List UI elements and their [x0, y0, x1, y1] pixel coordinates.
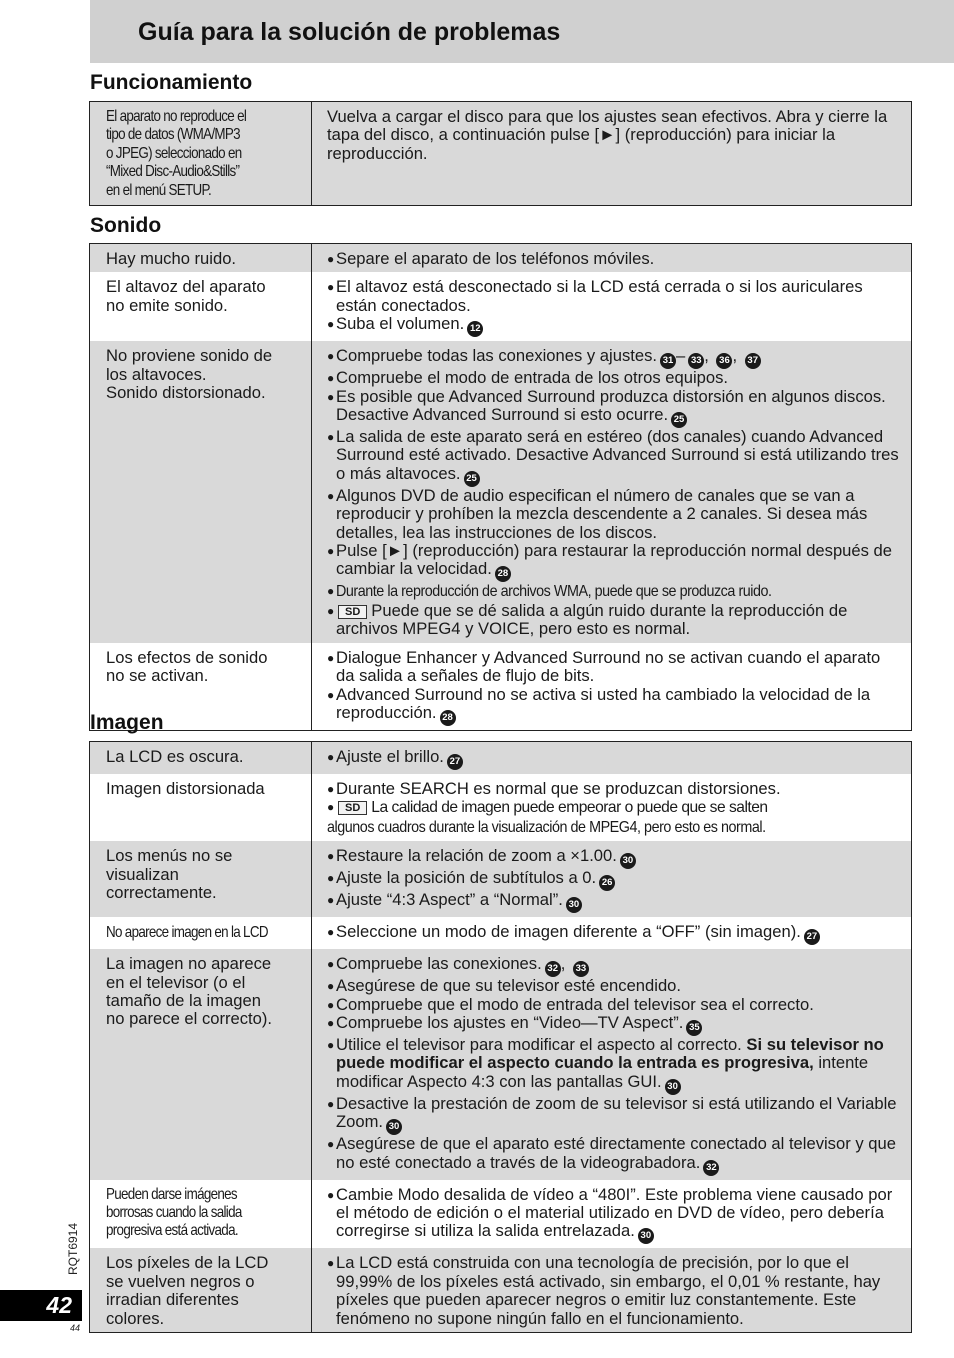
bullet-icon: ●: [327, 317, 335, 332]
problem-text: No proviene sonido de los altavoces. Sonido distorsionado.: [106, 346, 273, 403]
list-item: ● Compruebe las conexiones. 32 , 33: [327, 955, 903, 977]
problem-cell: [90, 742, 312, 775]
bullet-text: Algunos DVD de audio especifican el número de canales que se van a reproducir y prohíben la mezcla descendente a 2 canales. Si desea más detalles, lea las instrucciones de los discos.: [336, 485, 868, 542]
list-item: [327, 891, 903, 913]
bullet-text: Dialogue Enhancer y Advanced Surround no se activan cuando el aparato da salida a señales de flujo de bits.: [336, 647, 881, 686]
section-heading-sonido: Sonido: [90, 214, 162, 237]
table-funcionamiento: [89, 101, 912, 206]
bullet-icon: ●: [327, 1096, 335, 1111]
list-item: [327, 977, 903, 995]
bullet-icon: ●: [327, 488, 335, 503]
solution-cell: [312, 1180, 912, 1249]
bullet-icon: ●: [327, 603, 335, 618]
bullet-icon: ●: [327, 389, 335, 404]
bullet-icon: ●: [327, 1016, 335, 1031]
bullet-icon: ●: [327, 979, 335, 994]
list-item: [327, 278, 903, 315]
table-imagen: [89, 741, 912, 1333]
table-row: [90, 742, 912, 775]
page-ref-icon: 30: [386, 1119, 402, 1135]
list-item: [327, 780, 903, 798]
table-row: [90, 1180, 912, 1249]
bullet-icon: ●: [327, 997, 335, 1012]
solution-cell: [312, 244, 912, 273]
list-item: [327, 748, 903, 770]
list-item: [327, 315, 903, 337]
table-row: [90, 102, 912, 206]
bullet-text: El altavoz está desconectado si la LCD está cerrada o si los auriculares están conectados.: [336, 277, 863, 315]
bullet-text: Compruebe el modo de entrada de los otros equipos.: [336, 368, 729, 388]
table-row: [90, 774, 912, 841]
sub-page-number: 44: [70, 1323, 81, 1333]
solution-cell: [312, 917, 912, 949]
bullet-text: intente modificar Aspecto 4:3 con las pantallas GUI.: [336, 1053, 869, 1091]
bullet-icon: ●: [327, 782, 335, 796]
bullet-text: Desactive la prestación de zoom de su televisor si está utilizando el Variable Zoom.: [336, 1093, 897, 1132]
page-ref-icon: 30: [638, 1228, 654, 1244]
bullet-text: La LCD está construida con una tecnología de precisión, por lo que el 99,99% de los píxeles está activado, sin embargo, el 0,01 % restante, hay píxeles que pueden aparecer negros o emitir luz constantemente. Este fenómeno no supone ningún fallo en el funcionamiento.: [336, 1253, 881, 1328]
page-ref-icon: 36: [716, 353, 732, 369]
problem-text: El altavoz del aparato no emite sonido.: [106, 277, 266, 315]
sd-card-tag: SD: [338, 801, 367, 815]
page-ref-icon: 32: [703, 1160, 719, 1176]
page-ref-icon: 32: [545, 961, 561, 977]
bullet-text: Compruebe las conexiones.: [336, 954, 542, 974]
document-code: RQT6914: [66, 1222, 80, 1275]
table-row: [90, 272, 912, 341]
list-item-continued: [327, 818, 903, 837]
bullet-emphasis: Si su televisor no puede modificar el aspecto cuando la entrada es progresiva,: [336, 1035, 884, 1073]
problem-text: Los efectos de sonido no se activan.: [106, 647, 268, 686]
list-item: [327, 1095, 903, 1135]
bullet-icon: ●: [327, 544, 335, 559]
page-number: 42: [46, 1292, 72, 1318]
page-number-box: [0, 1290, 82, 1321]
list-item: [327, 686, 903, 726]
problem-text: Los menús no se visualizan correctamente.: [106, 846, 233, 903]
problem-cell: [90, 244, 312, 273]
list-item: [327, 1254, 903, 1328]
page-ref-icon: 30: [566, 897, 582, 913]
bullet-icon: ●: [327, 750, 335, 764]
page-ref-icon: 27: [804, 929, 820, 945]
problem-text: Pueden darse imágenes borrosas cuando la salida progresiva está activada.: [106, 1185, 242, 1240]
table-row: [90, 244, 912, 273]
list-item: [327, 996, 903, 1014]
bullet-text: Durante la reproducción de archivos WMA, puede que se produzca ruido.: [336, 583, 772, 601]
bullet-text: Cambie Modo desalida de vídeo a “480I”. Este problema viene causado por el método de edición o el material utilizado en DVD de vídeo, pero debería corregirse si utiliza la salida entrelazada.: [336, 1184, 893, 1241]
problem-cell: [90, 341, 312, 642]
list-item: [327, 798, 903, 817]
bullet-text: Es posible que Advanced Surround produzca distorsión en algunos discos. Desactive Advanced Surround si esto ocurre.: [336, 386, 886, 425]
bullet-icon: ●: [327, 687, 335, 702]
page-ref-icon: 30: [620, 853, 636, 869]
problem-text: Imagen distorsionada: [106, 779, 265, 798]
solution-cell: [312, 341, 912, 642]
table-sonido: [89, 243, 912, 731]
solution-cell: [312, 841, 912, 917]
list-item: [327, 1186, 903, 1245]
list-item: [327, 923, 903, 945]
table-row: [90, 341, 912, 642]
problem-text: Los píxeles de la LCD se vuelven negros o irradian diferentes colores.: [106, 1253, 269, 1328]
bullet-text: Pulse [►] (reproducción) para restaurar la reproducción normal después de cambiar la velocidad.: [336, 541, 893, 579]
page-ref-icon: 37: [745, 353, 761, 369]
page-ref-icon: 26: [599, 875, 615, 891]
bullet-text: Ajuste la posición de subtítulos a 0.: [336, 868, 597, 888]
bullet-text: Utilice el televisor para modificar el aspecto al correcto.: [336, 1035, 742, 1055]
problem-cell: [90, 272, 312, 341]
bullet-icon: ●: [327, 1038, 335, 1053]
bullet-icon: ●: [327, 800, 335, 815]
list-item: [327, 487, 903, 542]
list-item: [327, 250, 903, 268]
problem-cell: [90, 917, 312, 949]
bullet-icon: ●: [327, 925, 335, 940]
bullet-icon: ●: [327, 1187, 335, 1202]
problem-cell: [90, 102, 312, 206]
problem-text: Hay mucho ruido.: [106, 249, 237, 268]
list-item: [327, 388, 903, 428]
page-ref-icon: 35: [686, 1020, 702, 1036]
list-item: [327, 847, 903, 869]
page-ref-icon: 31: [660, 353, 676, 369]
problem-text: La LCD es oscura.: [106, 747, 244, 766]
bullet-icon: ●: [327, 280, 335, 295]
bullet-text: Compruebe que el modo de entrada del televisor sea el correcto.: [336, 994, 814, 1014]
solution-cell: [312, 643, 912, 731]
bullet-text: Compruebe los ajustes en “Video—TV Aspect”.: [336, 1013, 684, 1033]
solution-cell: [312, 742, 912, 775]
bullet-icon: ●: [327, 871, 335, 886]
page-ref-icon: 27: [447, 754, 463, 770]
table-row: [90, 1248, 912, 1332]
table-row: [90, 949, 912, 1179]
page-ref-icon: 12: [467, 321, 483, 337]
solution-cell: [312, 1248, 912, 1332]
problem-cell: [90, 1248, 312, 1332]
problem-cell: [90, 774, 312, 841]
bullet-text: Asegúrese de que el aparato esté directamente conectado al televisor y que no esté conectado a través de la videograbadora.: [336, 1134, 896, 1172]
bullet-text: Seleccione un modo de imagen diferente a “OFF” (sin imagen).: [336, 922, 801, 942]
bullet-text: Compruebe todas las conexiones y ajustes.: [336, 346, 657, 366]
bullet-icon: ●: [327, 849, 335, 864]
bullet-icon: ●: [327, 371, 335, 386]
bullet-text: Separe el aparato de los teléfonos móviles.: [336, 249, 655, 268]
sd-card-tag: SD: [338, 605, 367, 619]
table-row: [90, 917, 912, 949]
bullet-text: Durante SEARCH es normal que se produzcan distorsiones.: [336, 779, 781, 798]
page-ref-icon: 28: [495, 566, 511, 582]
bullet-text: Ajuste el brillo.: [336, 747, 444, 766]
page-ref-icon: 33: [573, 961, 589, 977]
bullet-icon: ●: [327, 1256, 335, 1271]
bullet-icon: ●: [327, 957, 335, 972]
problem-cell: [90, 841, 312, 917]
list-item: [327, 1014, 903, 1036]
bullet-text: Restaure la relación de zoom a ×1.00.: [336, 846, 617, 866]
bullet-text: algunos cuadros durante la visualización de MPEG4, pero esto es normal.: [327, 818, 766, 836]
bullet-text: La salida de este aparato será en estéreo (dos canales) cuando Advanced Surround esté activado. Desactive Advanced Surround si está utilizando tres o más altavoces.: [336, 427, 899, 483]
page-ref-icon: 25: [671, 412, 687, 428]
list-item: [327, 1135, 903, 1175]
list-item: [327, 428, 903, 487]
section-heading-funcionamiento: Funcionamiento: [90, 71, 253, 94]
bullet-text: Advanced Surround no se activa si usted ha cambiado la velocidad de la reproducción.: [336, 684, 871, 722]
solution-cell: [312, 102, 912, 206]
solution-text: Vuelva a cargar el disco para que los ajustes sean efectivos. Abra y cierre la tapa del disco, a continuación pulse [►] (reproducción) para iniciar la reproducción.: [327, 107, 888, 163]
bullet-icon: ●: [327, 252, 335, 266]
bullet-text: La calidad de imagen puede empeorar o puede que se salten: [371, 799, 768, 817]
page-ref-icon: 25: [464, 471, 480, 487]
bullet-text: Puede que se dé salida a algún ruido durante la reproducción de archivos MPEG4 y VOICE, pero esto es normal.: [336, 600, 848, 639]
solution-cell: [312, 774, 912, 841]
list-item: [327, 369, 903, 387]
list-item: [327, 869, 903, 891]
list-item: [327, 582, 903, 601]
bullet-icon: ●: [327, 430, 335, 445]
list-item: [327, 1036, 903, 1095]
solution-cell: [312, 949, 912, 1179]
page-title: Guía para la solución de problemas: [138, 18, 561, 46]
bullet-text: Suba el volumen.: [336, 314, 465, 334]
list-item: ● Compruebe todas las conexiones y ajustes. 31 – 33 , 36 , 37: [327, 347, 903, 369]
problem-text: El aparato no reproduce el tipo de datos (WMA/MP3 o JPEG) seleccionado en “Mixed Disc-Audio&Stills” en el menú SETUP.: [106, 108, 247, 199]
section-heading-imagen: Imagen: [90, 711, 164, 734]
page-ref-icon: 30: [665, 1079, 681, 1095]
bullet-text: Asegúrese de que su televisor esté encendido.: [336, 976, 682, 996]
table-row: [90, 841, 912, 917]
list-item: [327, 649, 903, 686]
bullet-icon: ●: [327, 349, 335, 364]
list-item: [327, 542, 903, 582]
list-item: [327, 602, 903, 639]
table-row: [90, 643, 912, 731]
bullet-icon: ●: [327, 1137, 335, 1152]
page-ref-icon: 28: [440, 710, 456, 726]
bullet-icon: ●: [327, 893, 335, 908]
bullet-icon: ●: [327, 650, 335, 665]
problem-cell: [90, 949, 312, 1179]
bullet-icon: ●: [327, 584, 335, 599]
solution-cell: [312, 272, 912, 341]
bullet-text: Ajuste “4:3 Aspect” a “Normal”.: [336, 890, 563, 910]
problem-cell: [90, 1180, 312, 1249]
problem-text: No aparece imagen en la LCD: [106, 924, 268, 942]
page-ref-icon: 33: [688, 353, 704, 369]
problem-text: La imagen no aparece en el televisor (o el tamaño de la imagen no parece el correcto).: [106, 954, 273, 1029]
